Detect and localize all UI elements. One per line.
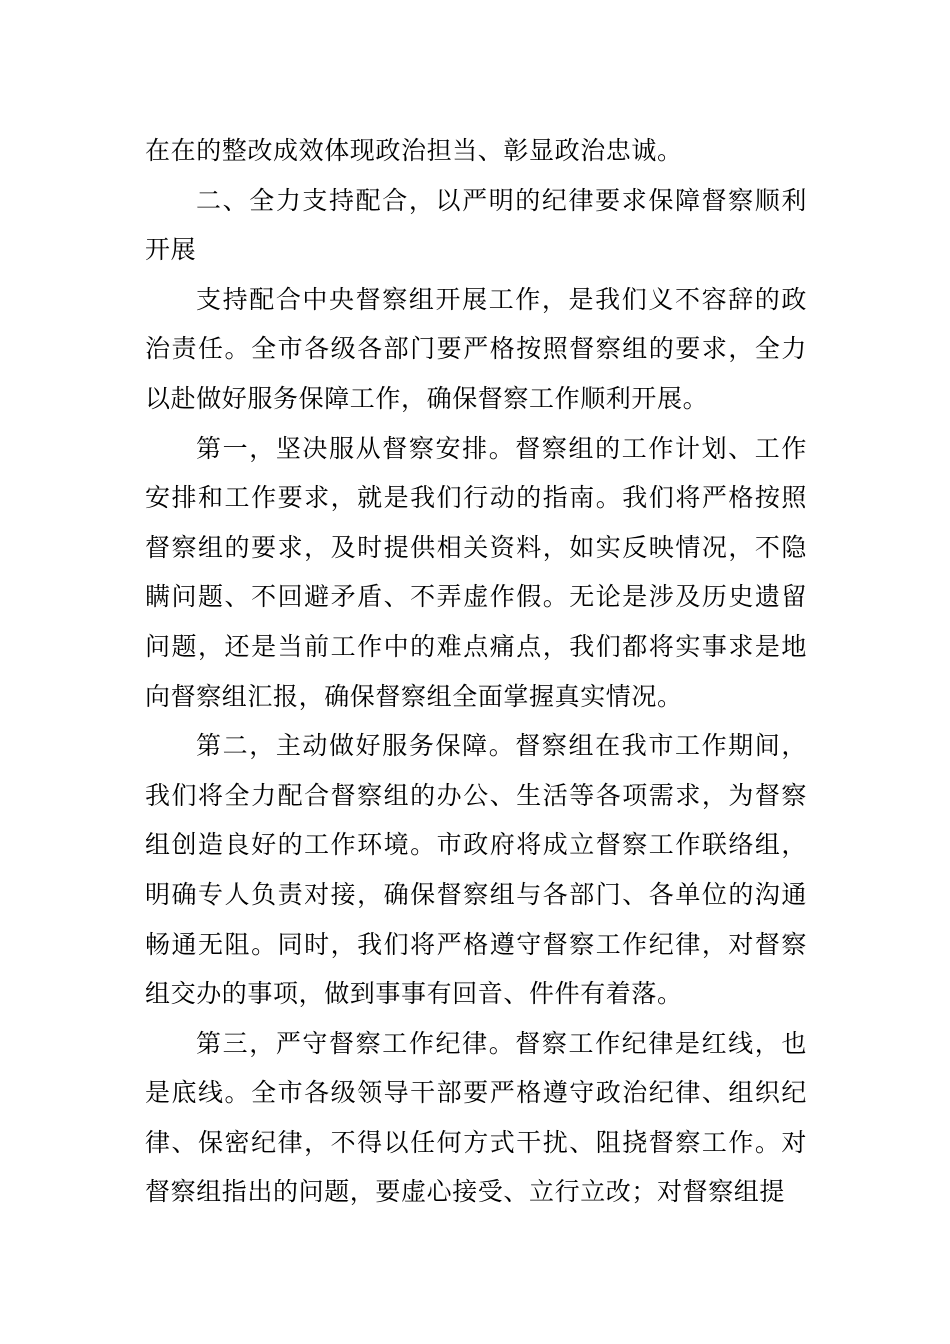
paragraph-3: 支持配合中央督察组开展工作，是我们义不容辞的政治责任。全市各级各部门要严格按照督察组的要求，全力以赴做好服务保障工作，确保督察工作顺利开展。 — [145, 284, 807, 413]
paragraph-1: 在在的整改成效体现政治担当、彰显政治忠诚。 — [145, 136, 683, 165]
paragraph-5: 第二，主动做好服务保障。督察组在我市工作期间，我们将全力配合督察组的办公、生活等各项需求，为督察组创造良好的工作环境。市政府将成立督察工作联络组，明确专人负责对接，确保督察组与各部门、各单位的沟通畅通无阻。同时，我们将严格遵守督察工作纪律，对督察组交办的事项，做到事事有回音、件件有着落。 — [145, 731, 807, 1009]
paragraph-6: 第三，严守督察工作纪律。督察工作纪律是红线，也是底线。全市各级领导干部要严格遵守政治纪律、组织纪律、保密纪律，不得以任何方式干扰、阻挠督察工作。对督察组指出的问题，要虚心接受、立行立改；对督察组提 — [145, 1028, 807, 1207]
paragraph-4: 第一，坚决服从督察安排。督察组的工作计划、工作安排和工作要求，就是我们行动的指南。我们将严格按照督察组的要求，及时提供相关资料，如实反映情况，不隐瞒问题、不回避矛盾、不弄虚作假。无论是涉及历史遗留问题，还是当前工作中的难点痛点，我们都将实事求是地向督察组汇报，确保督察组全面掌握真实情况。 — [145, 433, 807, 711]
document-body — [145, 126, 807, 1217]
section-heading-2: 二、全力支持配合，以严明的纪律要求保障督察顺利开展 — [145, 185, 807, 265]
